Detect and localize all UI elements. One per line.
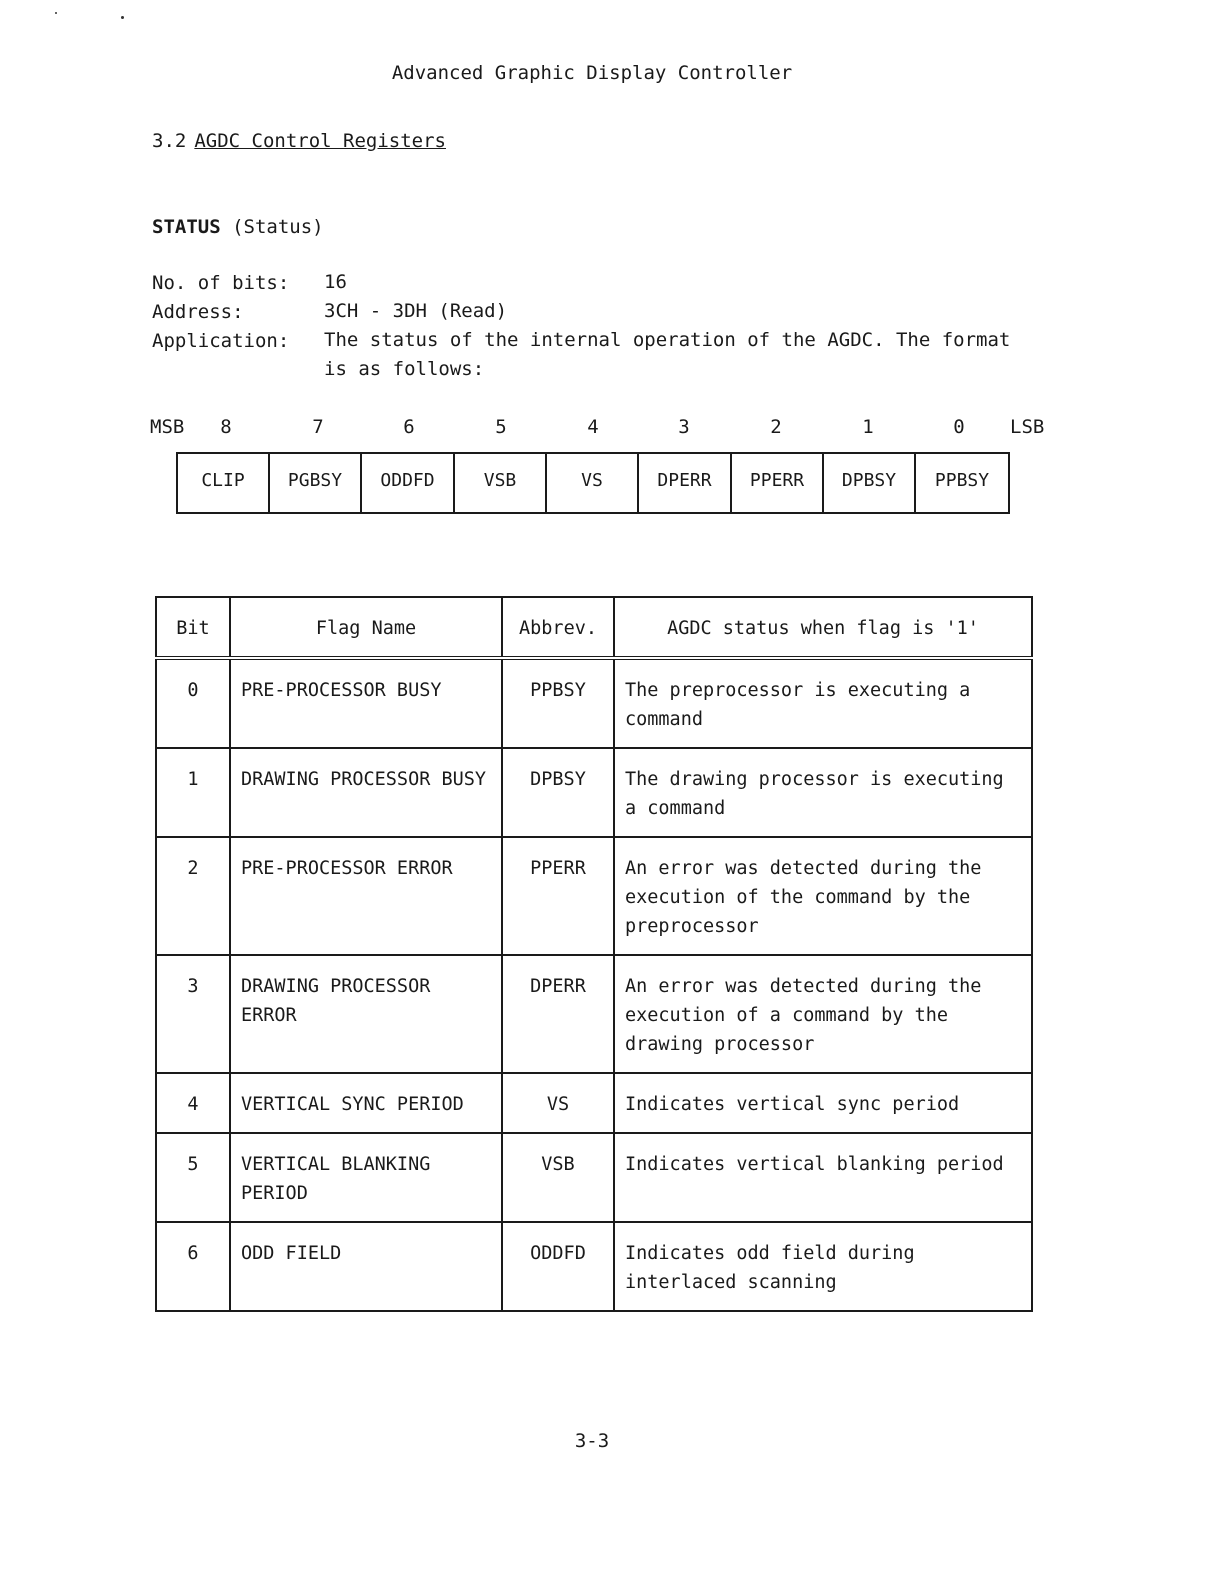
header-flag-name: Flag Name: [230, 597, 502, 658]
cell-abbrev: VS: [502, 1073, 614, 1133]
table-row: [156, 1073, 1032, 1133]
bit-field: VSB: [483, 470, 517, 491]
bit-field: ODDFD: [380, 470, 435, 491]
bit-number-row: [0, 416, 1224, 440]
bit-number: 0: [953, 416, 965, 438]
cell-flag-name: PRE-PROCESSOR BUSY: [230, 658, 502, 748]
bit-number: 3: [678, 416, 690, 438]
cell-status: The drawing processor is executing a command: [614, 748, 1032, 837]
bit-field: DPBSY: [841, 470, 897, 491]
cell-bit: 2: [156, 837, 230, 955]
bit-field: PGBSY: [287, 470, 343, 491]
register-name: [152, 216, 324, 238]
cell-bit: 1: [156, 748, 230, 837]
cell-abbrev: ODDFD: [502, 1222, 614, 1311]
bit-number: 2: [770, 416, 782, 438]
header-status: AGDC status when flag is '1': [614, 597, 1032, 658]
header-bit: Bit: [156, 597, 230, 658]
cell-status: Indicates vertical sync period: [614, 1073, 1032, 1133]
bit-number: 8: [220, 416, 232, 438]
cell-bit: 5: [156, 1133, 230, 1222]
cell-flag-name: DRAWING PROCESSOR ERROR: [230, 955, 502, 1073]
cell-status: An error was detected during the execution of a command by the drawing processor: [614, 955, 1032, 1073]
page-header-title: Advanced Graphic Display Controller: [391, 62, 793, 84]
bit-number: 1: [862, 416, 874, 438]
bit-number: 6: [403, 416, 415, 438]
table-row: [156, 955, 1032, 1073]
scan-speck: [55, 12, 57, 14]
bit-field: PPERR: [749, 470, 805, 491]
cell-abbrev: DPERR: [502, 955, 614, 1073]
bit-field: DPERR: [657, 470, 712, 491]
page-number: 3-3: [574, 1430, 610, 1452]
bits-label: No. of bits:: [152, 272, 290, 294]
bit-number: 4: [587, 416, 599, 438]
bit-number: 5: [495, 416, 507, 438]
section-heading: [152, 130, 446, 152]
section-number: 3.2: [152, 130, 187, 152]
cell-flag-name: DRAWING PROCESSOR BUSY: [230, 748, 502, 837]
status-flag-table: [155, 596, 1033, 1312]
address-label: Address:: [152, 301, 244, 323]
cell-status: An error was detected during the execution of the command by the preprocessor: [614, 837, 1032, 955]
cell-flag-name: PRE-PROCESSOR ERROR: [230, 837, 502, 955]
address-value: 3CH - 3DH (Read): [324, 300, 508, 322]
bit-field: CLIP: [201, 470, 245, 491]
cell-bit: 0: [156, 658, 230, 748]
cell-status: The preprocessor is executing a command: [614, 658, 1032, 748]
application-value: The status of the internal operation of the AGDC. The format is as follows:: [324, 329, 1011, 380]
section-title: AGDC Control Registers: [194, 130, 446, 152]
bit-number: 7: [312, 416, 324, 438]
lsb-label: LSB: [1010, 416, 1045, 438]
cell-status: Indicates vertical blanking period: [614, 1133, 1032, 1222]
bit-map-diagram: [176, 452, 1010, 514]
msb-label: MSB: [150, 416, 185, 438]
register-mnemonic: STATUS: [152, 216, 221, 238]
header-abbrev: Abbrev.: [502, 597, 614, 658]
cell-bit: 3: [156, 955, 230, 1073]
cell-flag-name: VERTICAL SYNC PERIOD: [230, 1073, 502, 1133]
cell-flag-name: ODD FIELD: [230, 1222, 502, 1311]
cell-abbrev: DPBSY: [502, 748, 614, 837]
register-full-name: (Status): [232, 216, 324, 238]
table-row: [156, 837, 1032, 955]
table-row: [156, 1133, 1032, 1222]
table-row: [156, 658, 1032, 748]
bit-map-top-border: [176, 452, 1010, 454]
scan-speck: [121, 16, 124, 19]
bit-field: VS: [581, 470, 603, 491]
bit-map-bottom-border: [176, 512, 1010, 514]
table-row: [156, 748, 1032, 837]
table-header-row: [156, 597, 1032, 658]
cell-flag-name: VERTICAL BLANKING PERIOD: [230, 1133, 502, 1222]
cell-bit: 4: [156, 1073, 230, 1133]
bit-map-divider: [1008, 452, 1010, 514]
cell-abbrev: VSB: [502, 1133, 614, 1222]
table-row: [156, 1222, 1032, 1311]
bit-field: PPBSY: [934, 470, 990, 491]
cell-abbrev: PPBSY: [502, 658, 614, 748]
cell-abbrev: PPERR: [502, 837, 614, 955]
cell-bit: 6: [156, 1222, 230, 1311]
application-label: Application:: [152, 330, 290, 352]
cell-status: Indicates odd field during interlaced scanning: [614, 1222, 1032, 1311]
bits-value: 16: [324, 271, 347, 293]
